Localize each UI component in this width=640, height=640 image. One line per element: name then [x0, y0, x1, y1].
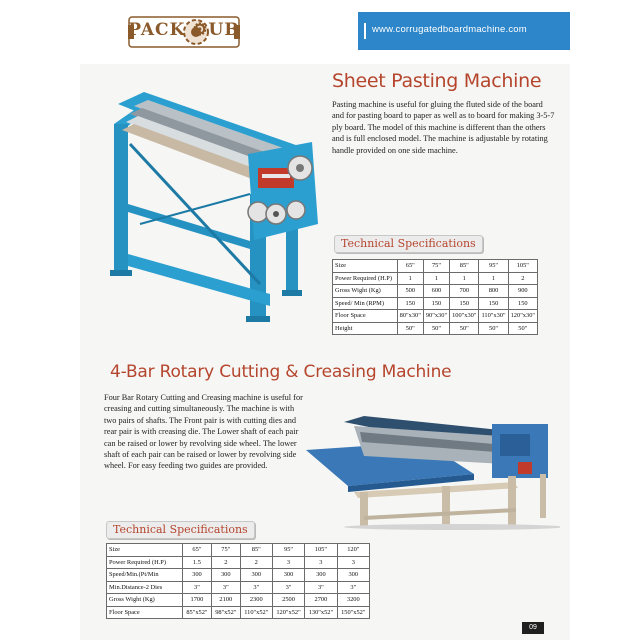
- table-row-label: Speed/ Min (RPM): [333, 297, 398, 310]
- table-row: [333, 322, 538, 335]
- table-row-label: Min.Distance-2 Dies: [107, 581, 183, 594]
- table-cell: 300: [211, 569, 240, 582]
- table-cell: 150: [508, 297, 537, 310]
- table-cell: 85": [450, 260, 479, 273]
- table-cell: 105": [305, 544, 337, 557]
- table-cell: 3": [240, 581, 272, 594]
- table-cell: 300: [337, 569, 369, 582]
- table-cell: 3": [337, 581, 369, 594]
- table-row: [333, 310, 538, 323]
- table-row-label: Gross Wight (Kg): [333, 285, 398, 298]
- table-row-label: Power Required (H.P): [333, 272, 398, 285]
- table-cell: 1: [397, 272, 423, 285]
- table-row-label: Size: [333, 260, 398, 273]
- website-link[interactable]: www.corrugatedboardmachine.com: [372, 24, 527, 35]
- table-cell: 1: [479, 272, 508, 285]
- table-cell: 2300: [240, 594, 272, 607]
- table-row-label: Height: [333, 322, 398, 335]
- table-cell: 300: [183, 569, 212, 582]
- table-cell: 85"x52": [183, 606, 212, 619]
- table-cell: 1.5: [183, 556, 212, 569]
- section2-description: Four Bar Rotary Cutting and Creasing machine is useful for creasing and cutting simultaneously. The machine is with two pairs of shafts. The Front pair is with cutting dies and rear pair is with creasing die. The Lower shaft of each pair can be raised or lower by revolving side wheel. The lower shaft of each pair can be raised or lower by revolving side wheel. For easy feeding two guides are provided.: [104, 393, 303, 471]
- table-cell: 3: [272, 556, 304, 569]
- section2-spec-heading: Technical Specifications: [106, 521, 255, 539]
- table-cell: 2100: [211, 594, 240, 607]
- table-row: [333, 272, 538, 285]
- table-cell: 110"x52": [240, 606, 272, 619]
- table-cell: 150: [479, 297, 508, 310]
- table-row: [333, 260, 538, 273]
- table-cell: 120"x30": [508, 310, 537, 323]
- table-cell: 75": [211, 544, 240, 557]
- table-cell: 2: [211, 556, 240, 569]
- table-cell: 130"x52": [305, 606, 337, 619]
- table-cell: 95": [272, 544, 304, 557]
- page-number: 09: [522, 622, 544, 634]
- table-row: [107, 594, 370, 607]
- table-cell: 3": [305, 581, 337, 594]
- table-cell: 3": [272, 581, 304, 594]
- table-cell: 300: [272, 569, 304, 582]
- table-row: [107, 569, 370, 582]
- table-cell: 50": [423, 322, 449, 335]
- brochure-page: [80, 0, 570, 640]
- table-cell: 65": [183, 544, 212, 557]
- table-cell: 150: [423, 297, 449, 310]
- table-cell: 3200: [337, 594, 369, 607]
- section1-title: Sheet Pasting Machine: [332, 70, 542, 92]
- table-cell: 110"x30": [479, 310, 508, 323]
- table-cell: 2: [508, 272, 537, 285]
- table-cell: 50": [397, 322, 423, 335]
- table-cell: 120": [337, 544, 369, 557]
- table-cell: 80"x30": [397, 310, 423, 323]
- section1-spec-table: [332, 259, 538, 335]
- table-row: [333, 285, 538, 298]
- table-cell: 75": [423, 260, 449, 273]
- table-cell: 50": [508, 322, 537, 335]
- table-cell: 90"x30": [423, 310, 449, 323]
- table-cell: 2: [240, 556, 272, 569]
- table-cell: 95": [479, 260, 508, 273]
- table-row-label: Speed/Min.(Pt/Min: [107, 569, 183, 582]
- website-bar: [358, 12, 570, 50]
- table-cell: 100"x30": [450, 310, 479, 323]
- table-cell: 1: [450, 272, 479, 285]
- table-cell: 2700: [305, 594, 337, 607]
- table-cell: 600: [423, 285, 449, 298]
- table-cell: 900: [508, 285, 537, 298]
- table-row: [107, 581, 370, 594]
- section1-description: Pasting machine is useful for gluing the fluted side of the board and for pasting board to paper as well as to board for making 3-5-7 ply board. The model of this machine is different than the others and is full enclosed model. The machine is adjustable by rotating handle provided on one side machine.: [332, 100, 555, 155]
- rotary-cutting-machine-image: [304, 412, 560, 530]
- table-cell: 150"x52": [337, 606, 369, 619]
- table-cell: 3": [211, 581, 240, 594]
- table-cell: 105": [508, 260, 537, 273]
- table-row: [107, 556, 370, 569]
- table-cell: 300: [240, 569, 272, 582]
- table-cell: 500: [397, 285, 423, 298]
- table-row-label: Gross Wight (Kg): [107, 594, 183, 607]
- table-row: [107, 544, 370, 557]
- logo-text: PACK ⚙UB: [128, 20, 240, 40]
- table-cell: 50": [450, 322, 479, 335]
- header: [80, 0, 570, 64]
- table-cell: 65": [397, 260, 423, 273]
- table-cell: 85": [240, 544, 272, 557]
- table-cell: 2500: [272, 594, 304, 607]
- table-cell: 700: [450, 285, 479, 298]
- table-row-label: Size: [107, 544, 183, 557]
- table-cell: 3: [337, 556, 369, 569]
- section2-spec-table: [106, 543, 370, 619]
- logo: [128, 10, 240, 54]
- table-row: [107, 606, 370, 619]
- table-cell: 98"x52": [211, 606, 240, 619]
- table-cell: 150: [450, 297, 479, 310]
- table-cell: 3: [305, 556, 337, 569]
- table-row-label: Floor Space: [333, 310, 398, 323]
- table-row-label: Power Required (H.P): [107, 556, 183, 569]
- table-cell: 150: [397, 297, 423, 310]
- table-cell: 3": [183, 581, 212, 594]
- table-row-label: Floor Space: [107, 606, 183, 619]
- sheet-pasting-machine-image: [100, 84, 324, 330]
- table-cell: 300: [305, 569, 337, 582]
- section1-spec-heading: Technical Specifications: [334, 235, 483, 253]
- table-row: [333, 297, 538, 310]
- section2-title: 4-Bar Rotary Cutting & Creasing Machine: [110, 362, 452, 382]
- table-cell: 800: [479, 285, 508, 298]
- table-cell: 1700: [183, 594, 212, 607]
- table-cell: 120"x52": [272, 606, 304, 619]
- table-cell: 1: [423, 272, 449, 285]
- table-cell: 50": [479, 322, 508, 335]
